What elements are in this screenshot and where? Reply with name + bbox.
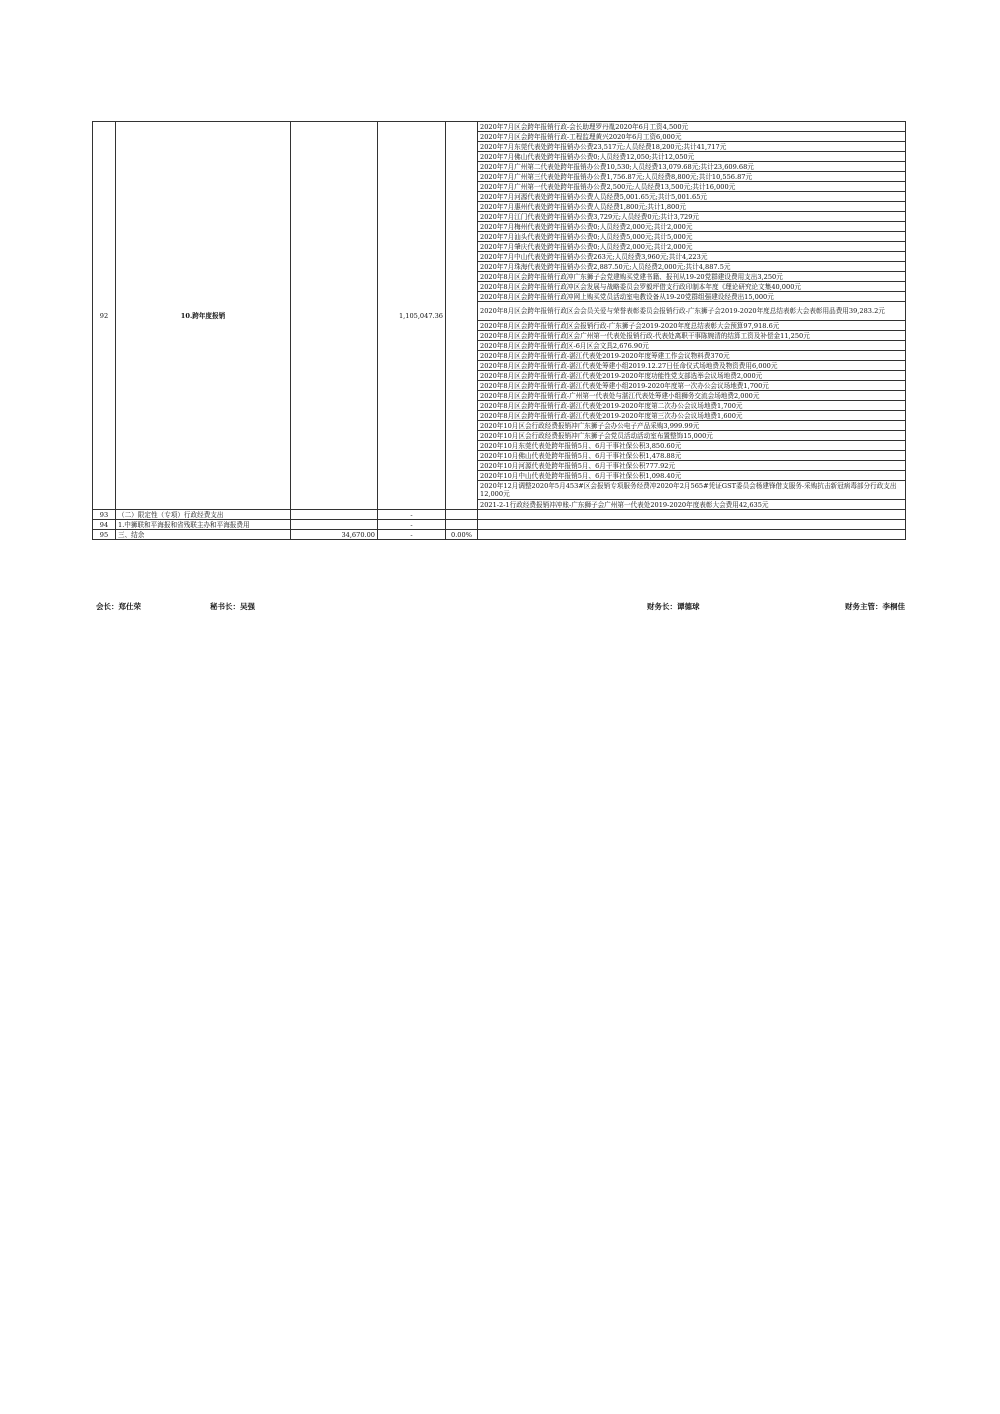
detail-line: 2020年7月佛山代表处跨年报销办公费0;人员经费12,050;共计12,050元	[478, 152, 906, 162]
detail-line: 2020年7月广州第三代表处跨年报销办公费1,756.87元;人员经费8,800元;共计10,556.87元	[478, 172, 906, 182]
table-row	[93, 520, 906, 530]
row-number: 92	[93, 122, 116, 510]
budget-cell	[291, 510, 378, 520]
detail-line: 2020年8月区会跨年报销行政-广州第一代表处与湛江代表处筹建小组狮务交流会场地费2,000元	[478, 391, 906, 401]
president-signature: 会长：郑仕荣	[96, 602, 141, 611]
secretary-signature: 秘书长：吴强	[210, 602, 255, 611]
table-row	[93, 530, 906, 540]
detail-line: 2020年8月区会跨年报销行政-湛江代表处2019-2020年度第三次办公会议场地费1,600元	[478, 411, 906, 421]
percent-cell: 0.00%	[446, 530, 478, 540]
expense-table	[92, 121, 906, 540]
detail-line: 2020年7月东莞代表处跨年报销办公费23,517元;人员经费18,200元;共计41,717元	[478, 142, 906, 152]
row-number: 93	[93, 510, 116, 520]
detail-line: 2020年7月梅州代表处跨年报销办公费0;人员经费2,000元;共计2,000元	[478, 222, 906, 232]
detail-line: 2021-2-1行政经费报销冲冲账-广东狮子会广州第一代表处2019-2020年度表彰大会费用42,635元	[478, 500, 906, 510]
item-name: （二）限定性（专项）行政经费支出	[116, 510, 291, 520]
detail-line: 2020年8月区会跨年报销行政-湛江代表处2019-2020年度功能性党支部选举会议场地费2,000元	[478, 371, 906, 381]
detail-line: 2020年7月江门代表处跨年报销办公费3,729元;人员经费0元;共计3,729元	[478, 212, 906, 222]
detail-line: 2020年7月区会跨年报销行政-会长助理罗丹胤2020年6月工资4,500元	[478, 122, 906, 132]
item-name: 三、结余	[116, 530, 291, 540]
amount-cell: 1,105,047.36	[378, 122, 446, 510]
item-name: 1.中狮联和平海报和省残联主办和平海报费用	[116, 520, 291, 530]
budget-cell	[291, 122, 378, 510]
percent-cell	[446, 510, 478, 520]
detail-cell	[478, 510, 906, 520]
signature-footer	[92, 601, 905, 613]
percent-cell	[446, 122, 478, 510]
detail-line: 2020年7月区会跨年报销行政-工程监理黄兴2020年6月工资6,000元	[478, 132, 906, 142]
finance-supervisor-signature: 财务主管：李桐佳	[845, 602, 905, 611]
budget-cell: 34,670.00	[291, 530, 378, 540]
amount-cell: -	[378, 510, 446, 520]
detail-line: 2020年12月调整2020年5月453#区会报销专项服务经费冲2020年2月565#凭证GST委员会杨建锋借支服务-采购抗击新冠病毒部分行政支出12,000元	[478, 481, 906, 500]
detail-line: 2020年8月区会跨年报销行政冲广东狮子会党建购买党建书籍、报刊从19-20党群建设费用支出3,250元	[478, 272, 906, 282]
detail-line: 2020年8月区会跨年报销行政区会广州第一代表处报销行政-代表处离职干事陈婉清的结算工资及补偿金11,250元	[478, 331, 906, 341]
detail-line: 2020年8月区会跨年报销行政-湛江代表处2019-2020年度筹建工作会议物料费370元	[478, 351, 906, 361]
percent-cell	[446, 520, 478, 530]
table-row	[93, 510, 906, 520]
detail-line: 2020年7月珠海代表处跨年报销办公费2,887.50元;人员经费2,000元;共计4,887.5元	[478, 262, 906, 272]
detail-line: 2020年10月中山代表处跨年报销5月、6月干事社保公积1,098.40元	[478, 471, 906, 481]
detail-line: 2020年8月区会跨年报销行政冲区会发展与战略委员会罗毅坪借支行政印制本年度《理论研究论文集40,000元	[478, 282, 906, 292]
detail-line: 2020年8月区会跨年报销行政-湛江代表处2019-2020年度第二次办公会议场地费1,700元	[478, 401, 906, 411]
row-number: 94	[93, 520, 116, 530]
detail-line: 2020年8月区会跨年报销行政-湛江代表处筹建小组2019-2020年度第一次办公会议场地费1,700元	[478, 381, 906, 391]
detail-line: 2020年7月河源代表处跨年报销办公费人员经费5,001.65元;共计5,001.65元	[478, 192, 906, 202]
detail-cell	[478, 530, 906, 540]
budget-cell	[291, 520, 378, 530]
table-row	[93, 122, 906, 132]
detail-line: 2020年7月中山代表处跨年报销办公费263元;人员经费3,960元;共计4,223元	[478, 252, 906, 262]
row-number: 95	[93, 530, 116, 540]
detail-line: 2020年7月广州第二代表处跨年报销办公费10,530;人员经费13,079.68元;共计23,609.68元	[478, 162, 906, 172]
detail-line: 2020年10月东莞代表处跨年报销5月、6月干事社保公积3,850.60元	[478, 441, 906, 451]
detail-cell	[478, 520, 906, 530]
detail-line: 2020年10月区会行政经费报销冲广东狮子会办公电子产品采购3,999.99元	[478, 421, 906, 431]
detail-line: 2020年10月河源代表处跨年报销5月、6月干事社保公积777.92元	[478, 461, 906, 471]
detail-line: 2020年8月区会跨年报销行政区会报销行政-广东狮子会2019-2020年度总结表彰大会预算97,918.6元	[478, 321, 906, 331]
amount-cell: -	[378, 520, 446, 530]
finance-head-signature: 财务长：谭德球	[647, 602, 700, 611]
amount-cell: -	[378, 530, 446, 540]
item-name: 10.跨年度报销	[116, 122, 291, 510]
detail-line: 2020年8月区会跨年报销行政区-6月区会文具2,676.90元	[478, 341, 906, 351]
detail-line: 2020年7月广州第一代表处跨年报销办公费2,500元;人员经费13,500元;共计16,000元	[478, 182, 906, 192]
detail-line: 2020年8月区会跨年报销行政-湛江代表处筹建小组2019.12.27日任命仪式场地费及物资费用6,000元	[478, 361, 906, 371]
detail-line: 2020年7月肇庆代表处跨年报销办公费0;人员经费2,000元;共计2,000元	[478, 242, 906, 252]
detail-line: 2020年10月区会行政经费报销冲广东狮子会党员活动活动室布置整饰15,000元	[478, 431, 906, 441]
detail-line: 2020年7月惠州代表处跨年报销办公费人员经费1,800元;共计1,800元	[478, 202, 906, 212]
detail-line: 2020年8月区会跨年报销行政冲网上购买党员活动室电教设备从19-20党群组强建设经费出15,000元	[478, 292, 906, 302]
detail-line: 2020年7月汕头代表处跨年报销办公费0;人员经费5,000元;共计5,000元	[478, 232, 906, 242]
detail-line: 2020年10月佛山代表处跨年报销5月、6月干事社保公积1,478.88元	[478, 451, 906, 461]
detail-line: 2020年8月区会跨年报销行政区会会员关爱与荣誉表彰委员会报销行政-广东狮子会2019-2020年度总结表彰大会表彰用品费用39,283.2元	[478, 302, 906, 321]
